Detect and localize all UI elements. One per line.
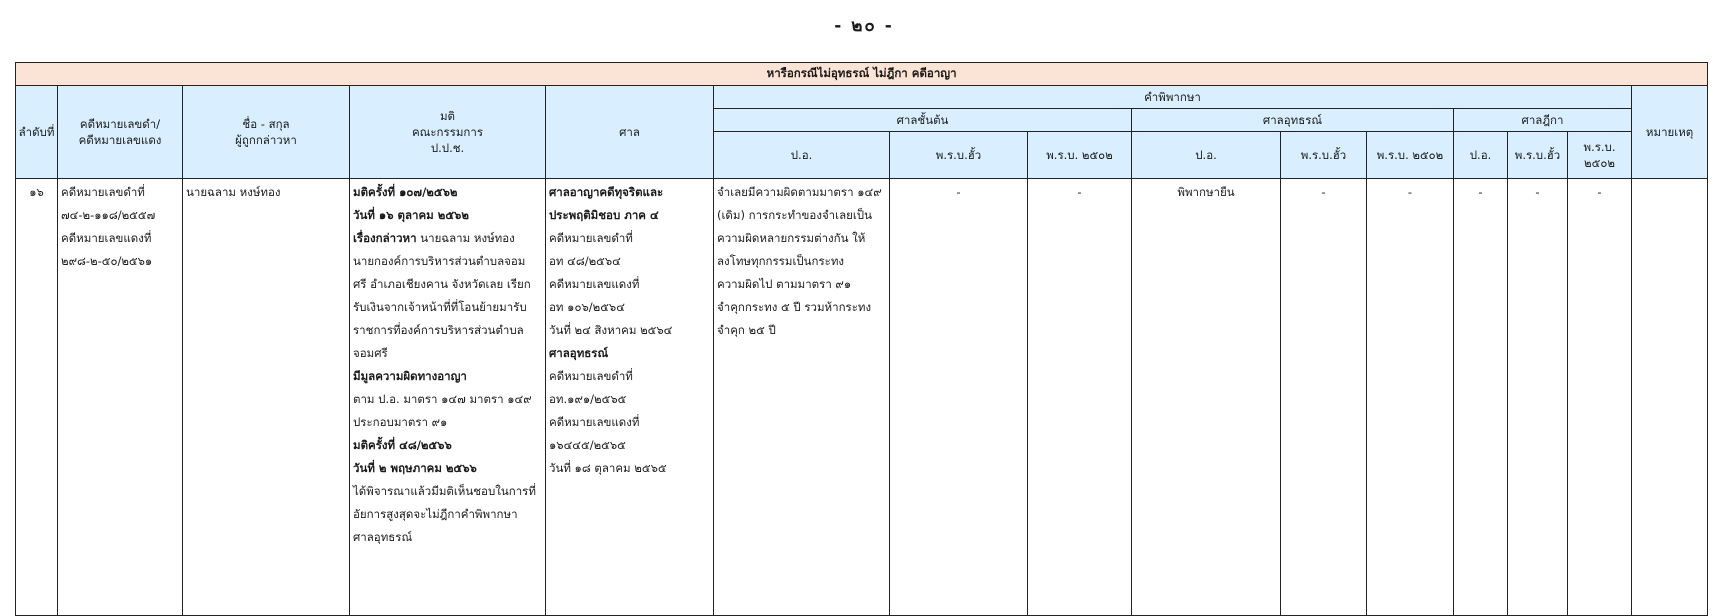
header-supreme-court: ศาลฎีกา [1454, 109, 1632, 132]
cell-supreme-prb-old: - [1508, 179, 1568, 616]
cell-first-po: จำเลยมีความผิดตามมาตรา ๑๔๙ (เดิม) การกระทำของจำเลยเป็น ความผิดหลายกรรมต่างกัน ให้ ลงโทษทุกกรรมเป็นกระทง ความผิดไป ตามมาตรา ๙๑ จำคุกกระทง ๕ ปี รวมห้ากระทง จำคุก ๒๕ ปี [714, 179, 890, 616]
page-number: - ๒๐ - [834, 16, 894, 36]
cell-first-prb-old: - [890, 179, 1028, 616]
header-supreme-prb-2502: พ.ร.บ. ๒๕๐๒ [1568, 132, 1632, 179]
cell-court: ศาลอาญาคดีทุจริตและ ประพฤติมิชอบ ภาค ๔ คดีหมายเลขดำที่ อท ๔๘/๒๕๖๔ คดีหมายเลขแดงที่ อท ๑๐๖/๒๕๖๔ วันที่ ๒๔ สิงหาคม ๒๕๖๔ ศาลอุทธรณ์ คดีหมายเลขดำที่ อท.๑๙๑/๒๕๖๕ คดีหมายเลขแดงที่ ๑๖๔๔๕/๒๕๖๕ วันที่ ๑๘ ตุลาคม ๒๕๖๕ [546, 179, 714, 616]
header-appeal-po: ป.อ. [1132, 132, 1281, 179]
header-court: ศาล [546, 86, 714, 179]
header-supreme-prb-old: พ.ร.บ.ฮั้ว [1508, 132, 1568, 179]
header-case-no: คดีหมายเลขดำ/ คดีหมายเลขแดง [58, 86, 183, 179]
cell-supreme-prb-2502: - [1568, 179, 1632, 616]
header-first-prb-old: พ.ร.บ.ฮั้ว [890, 132, 1028, 179]
header-first-prb-2502: พ.ร.บ. ๒๕๐๒ [1028, 132, 1132, 179]
table-row [16, 179, 1708, 616]
header-first-po: ป.อ. [714, 132, 890, 179]
cell-supreme-po: - [1454, 179, 1508, 616]
cell-seq: ๑๖ [16, 179, 58, 616]
header-appeal-prb-old: พ.ร.บ.ฮั้ว [1281, 132, 1367, 179]
cell-resolution: มติครั้งที่ ๑๐๗/๒๕๖๒ วันที่ ๑๖ ตุลาคม ๒๕๖๒ เรื่องกล่าวหา นายฉลาม หงษ์ทอง นายกองค์การบริหารส่วนตำบลจอม ศรี อำเภอเชียงคาน จังหวัดเลย เรียก รับเงินจากเจ้าหน้าที่ที่โอนย้ายมารับ ราชการที่องค์การบริหารส่วนตำบล จอมศรี มีมูลความผิดทางอาญา ตาม ป.อ. มาตรา ๑๔๗ มาตรา ๑๔๙ ประกอบมาตรา ๙๑ มติครั้งที่ ๔๘/๒๕๖๖ วันที่ ๒ พฤษภาคม ๒๕๖๖ ได้พิจารณาแล้วมีมติเห็นชอบในการที่ อัยการสูงสุดจะไม่ฎีกาคำพิพากษา ศาลอุทธรณ์ [350, 179, 546, 616]
cell-case-no: คดีหมายเลขดำที่ ๗๔-๒-๑๑๘/๒๕๕๗ คดีหมายเลขแดงที่ ๒๙๘-๒-๕๐/๒๕๖๑ [58, 179, 183, 616]
cell-name: นายฉลาม หงษ์ทอง [183, 179, 350, 616]
case-table-container [15, 62, 1707, 616]
cell-appeal-po: พิพากษายืน [1132, 179, 1281, 616]
header-seq: ลำดับที่ [16, 86, 58, 179]
cell-appeal-prb-2502: - [1367, 179, 1454, 616]
header-judgment: คำพิพากษา [714, 86, 1632, 109]
header-name: ชื่อ - สกุล ผู้ถูกกล่าวหา [183, 86, 350, 179]
header-resolution: มติ คณะกรรมการ ป.ป.ช. [350, 86, 546, 179]
header-supreme-po: ป.อ. [1454, 132, 1508, 179]
cell-remarks [1632, 179, 1708, 616]
header-appeal-court: ศาลอุทธรณ์ [1132, 109, 1454, 132]
header-appeal-prb-2502: พ.ร.บ. ๒๕๐๒ [1367, 132, 1454, 179]
cell-appeal-prb-old: - [1281, 179, 1367, 616]
header-first-court: ศาลชั้นต้น [714, 109, 1132, 132]
header-remarks: หมายเหตุ [1632, 86, 1708, 179]
table-title: หารือกรณีไม่อุทธรณ์ ไม่ฎีกา คดีอาญา [16, 63, 1708, 86]
case-table [15, 62, 1708, 616]
cell-first-prb-2502: - [1028, 179, 1132, 616]
